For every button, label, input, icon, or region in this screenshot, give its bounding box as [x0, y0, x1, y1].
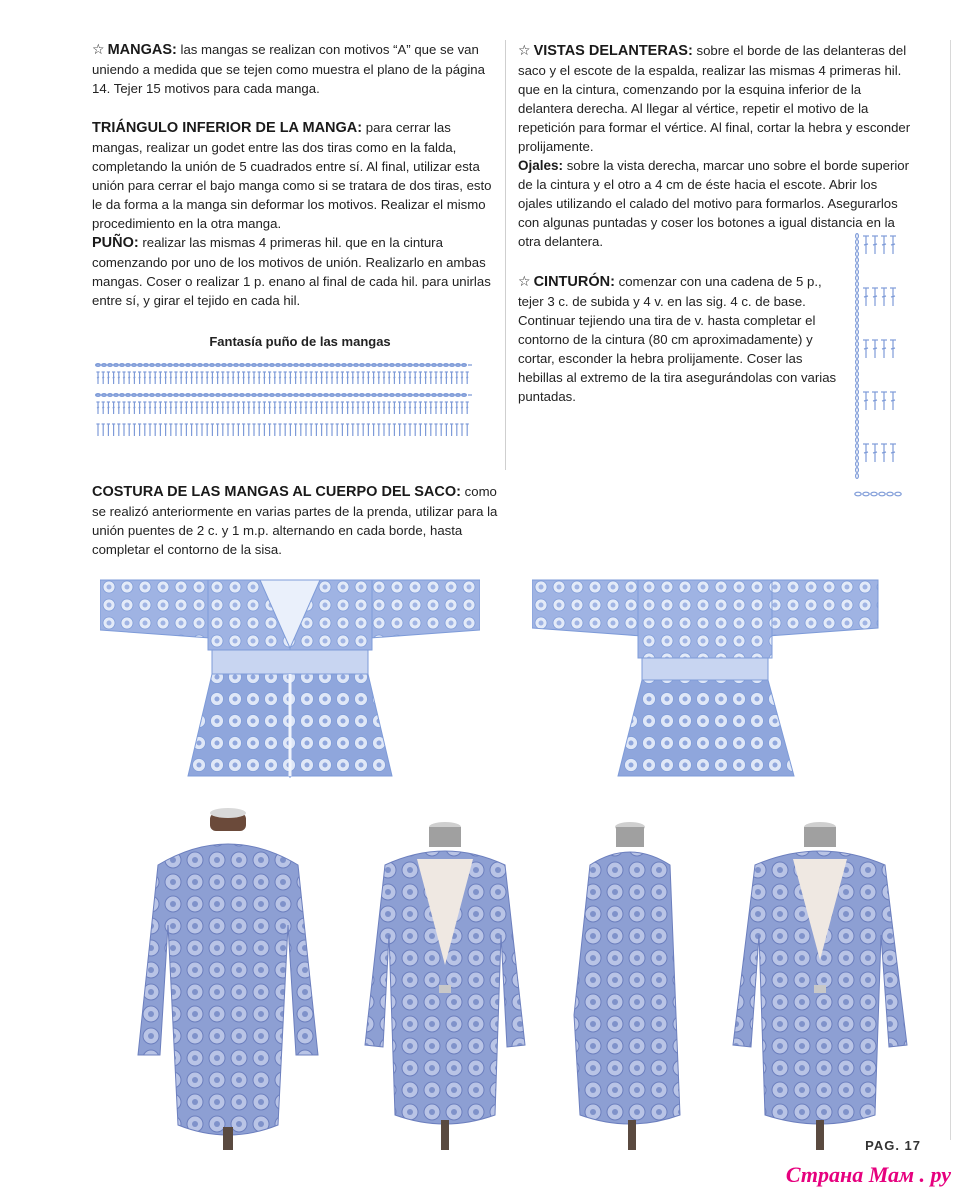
puno-paragraph	[92, 233, 492, 310]
cinturon-paragraph	[518, 272, 840, 406]
costura-paragraph	[92, 482, 502, 559]
vistas-text: sobre el borde de las delanteras del saco y el escote de la espalda, realizar las mismas 4 primeras hil. que en la cintura, comenzando por la esquina inferior de la delantera derecha. Al llegar al vértice, repetir el motivo de la repetición para formar el vértice. Al final, cortar la hebra y esconder prolijamente.	[518, 43, 911, 154]
mannequin-front-closed-photo	[725, 815, 915, 1150]
ojales-heading: Ojales:	[518, 158, 564, 173]
margin-rule	[950, 40, 951, 1140]
page-number: PAG. 17	[865, 1138, 921, 1153]
triangulo-paragraph	[92, 118, 492, 233]
vistas-paragraph	[518, 41, 914, 251]
star-icon: ☆	[92, 41, 105, 57]
triangulo-text: para cerrar las mangas, realizar un godet entre las dos tiras como en la falda, completando la unión de 5 cuadrados entre sí. Al final, utilizar esta unión para cerrar el bajo manga como si se tratara de dos tiras, esto le da forma a la manga sin deformar los motivos. Realizar el mismo procedimiento en la otra manga.	[92, 120, 492, 231]
chart-caption: Fantasía puño de las mangas	[209, 334, 391, 349]
star-icon: ☆	[518, 42, 531, 58]
costura-heading: COSTURA DE LAS MANGAS AL CUERPO DEL SACO:	[92, 484, 461, 500]
star-icon: ☆	[518, 273, 531, 289]
mangas-text: las mangas se realizan con motivos “A” que se van uniendo a medida que se tejen como muestra el plano de la página 14. Tejer 15 motivos para cada manga.	[92, 42, 485, 96]
cinturon-heading: CINTURÓN:	[533, 274, 615, 290]
costura-text: como se realizó anteriormente en varias partes de la prenda, utilizar para la unión puentes de 2 c. y 1 m.p. alternando en cada borde, hasta completar el contorno de la sisa.	[92, 484, 498, 557]
vistas-heading: VISTAS DELANTERAS:	[533, 43, 693, 59]
watermark-logo: Страна Мам . ру	[785, 1162, 951, 1187]
puno-heading: PUÑO:	[92, 235, 139, 251]
cardigan-front-schematic	[100, 578, 480, 778]
puno-text: realizar las mismas 4 primeras hil. que en la cintura comenzando por uno de los motivos de unión. Realizarlo en ambas mangas. Coser o realizar 1 p. enano al final de cada hil. para unirlas entre sí, y girar el tejido en cada hil.	[92, 235, 491, 308]
mangas-heading: MANGAS:	[107, 42, 177, 58]
column-divider	[505, 40, 506, 470]
mangas-paragraph	[92, 40, 492, 98]
cuff-stitch-chart	[92, 358, 477, 440]
mannequin-front-open-photo	[355, 815, 535, 1150]
cardigan-back-schematic	[532, 578, 912, 778]
mannequin-back-photo	[118, 805, 338, 1150]
triangulo-heading: TRIÁNGULO INFERIOR DE LA MANGA:	[92, 120, 363, 136]
cinturon-text: comenzar con una cadena de 5 p., tejer 3 c. de subida y 4 v. en las sig. 4 c. de base. Continuar tejiendo una tira de v. hasta completar el contorno de la cintura (80 cm aproximadamente) y cortar, esconder la hebra prolijamente. Coser las hebillas al extremo de la tira asegurándolas con varias puntadas.	[518, 274, 837, 404]
belt-stitch-chart	[852, 232, 904, 500]
ojales-text: sobre la vista derecha, marcar uno sobre el borde superior de la cintura y el otro a 4 cm de éste hacia el escote. Abrir los ojales utilizando el calado del motivo para formarlos. Asegurarlos con algunas puntadas y coser los botones a igual distancia en la otra delantera.	[518, 158, 910, 249]
mannequin-side-photo	[560, 815, 710, 1150]
